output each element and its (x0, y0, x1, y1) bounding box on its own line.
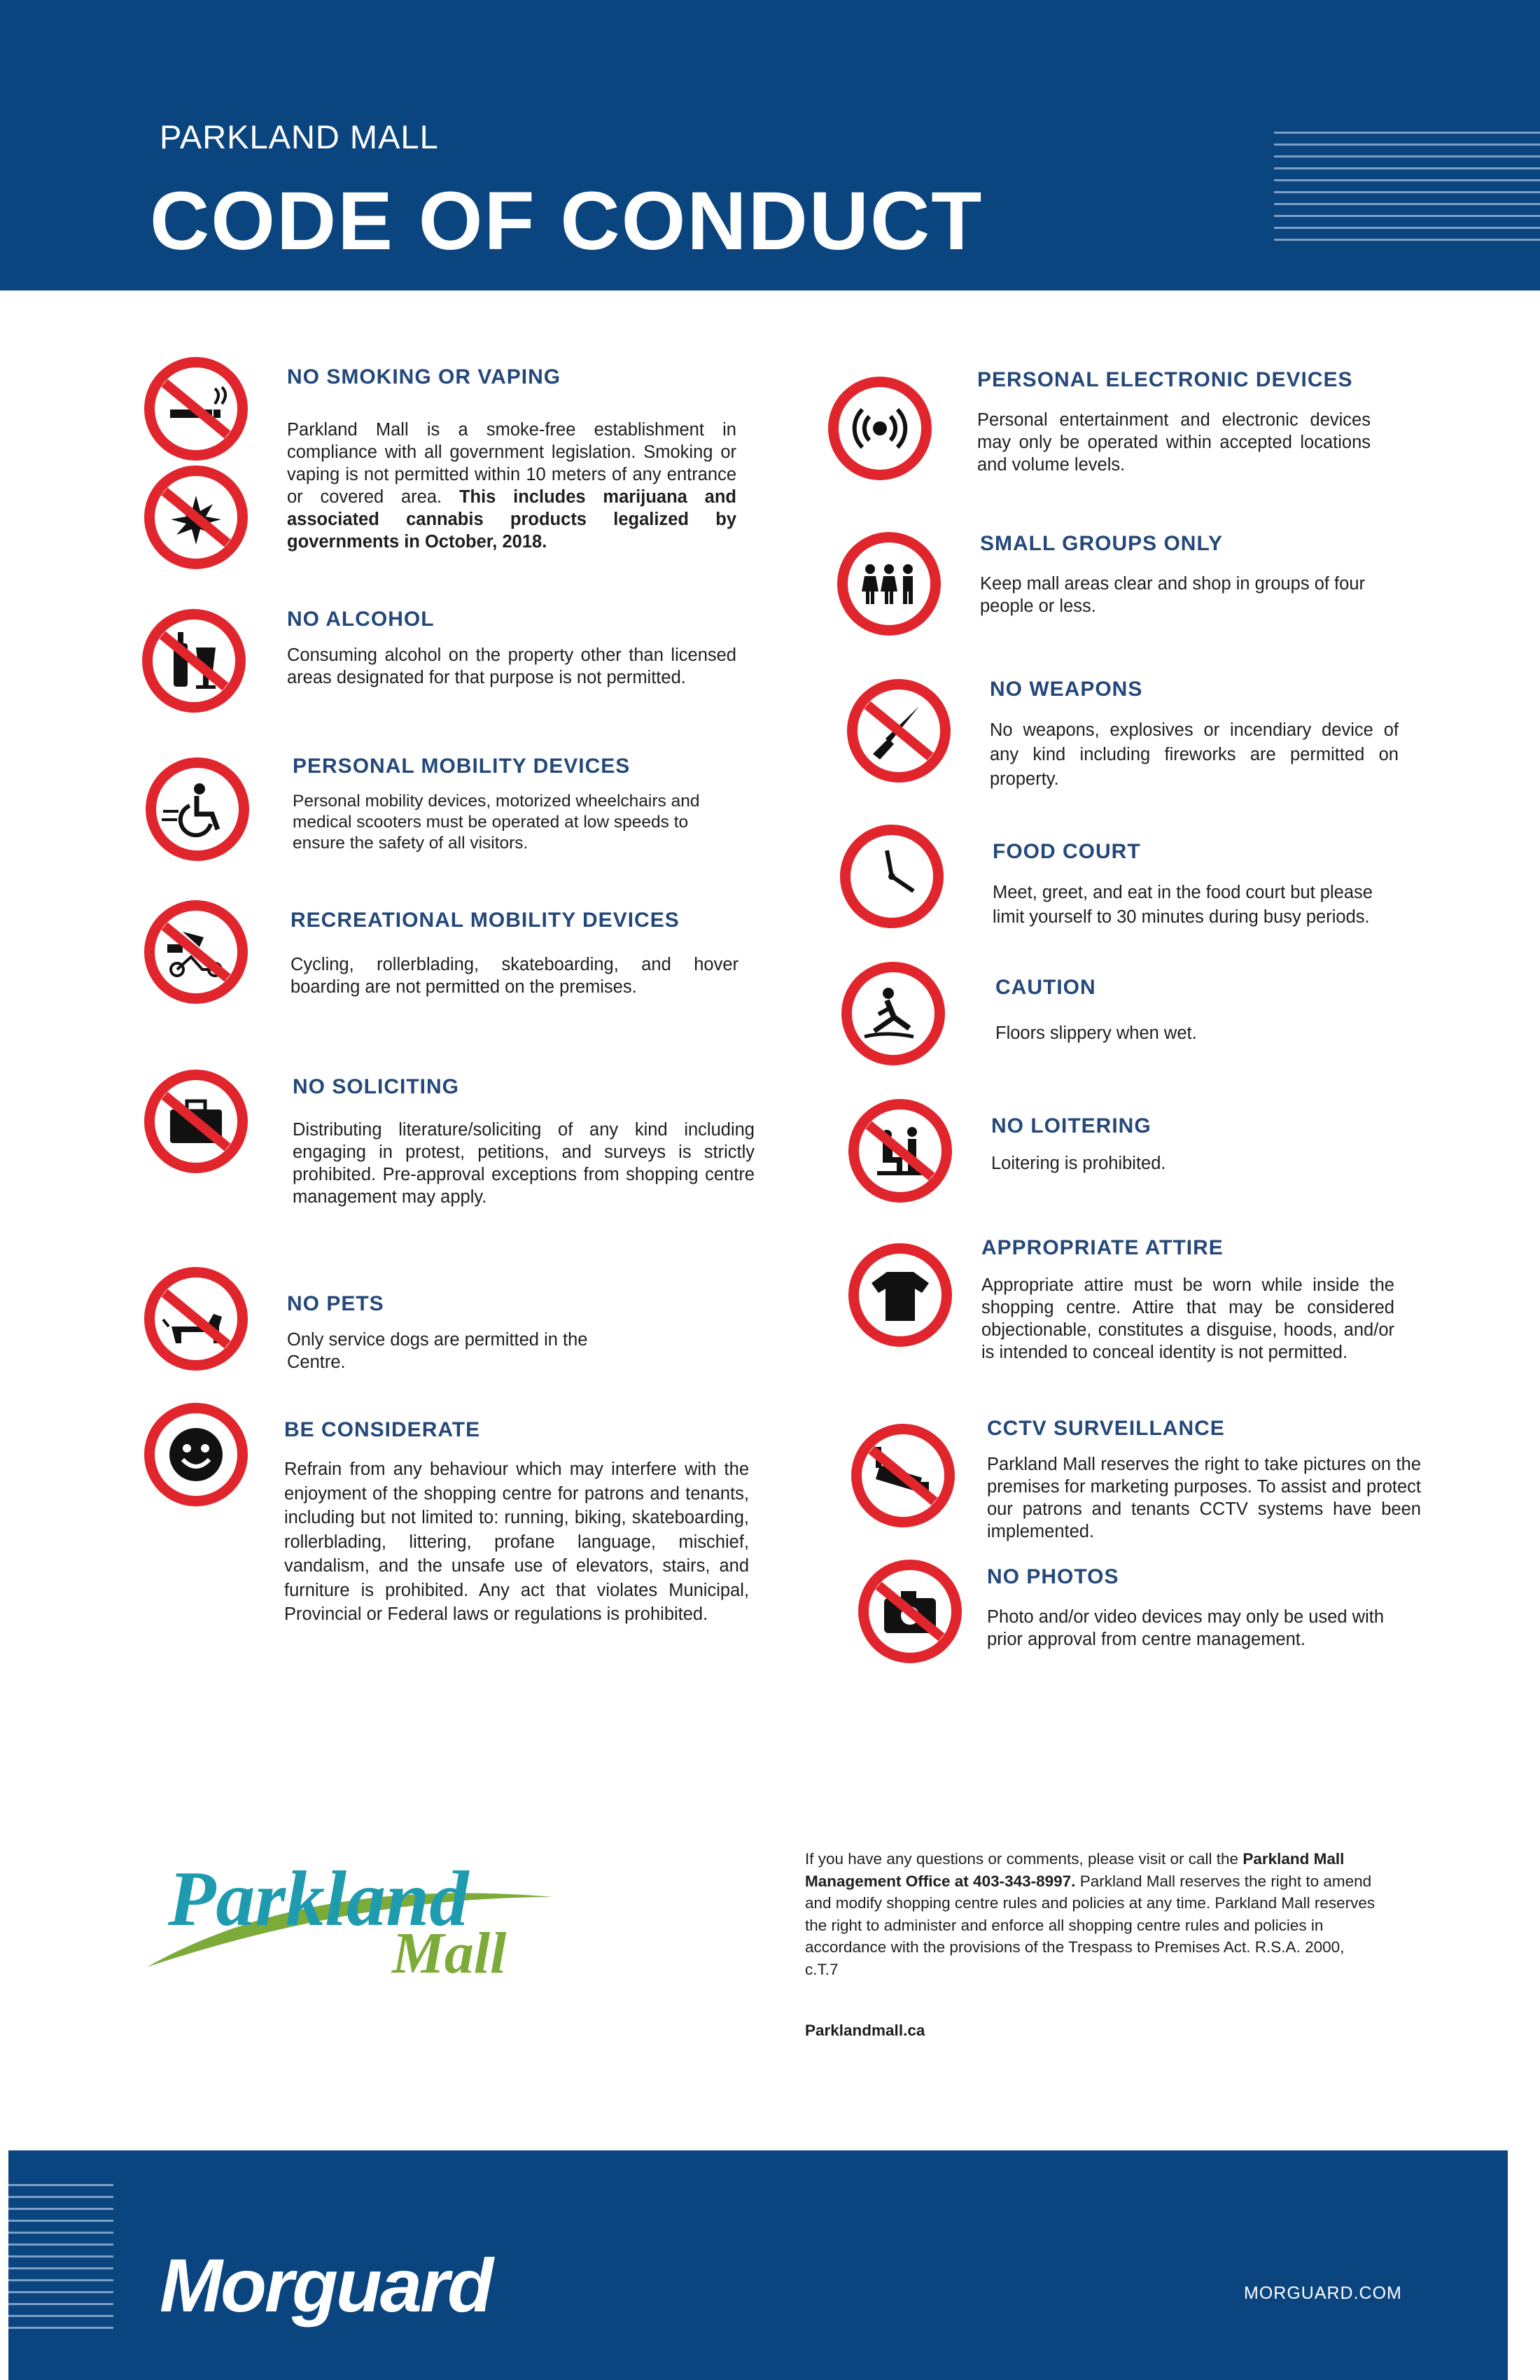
section-no-loitering (991, 1114, 1397, 1175)
small-groups-icon (837, 532, 941, 636)
page-title: CODE OF CONDUCT (150, 175, 983, 267)
section-caution (995, 976, 1401, 1044)
section-text: Photo and/or video devices may only be used with prior approval from centre management. (987, 1607, 1385, 1649)
logo-text-parkland: Parkland (168, 1856, 469, 1942)
section-cctv (987, 1417, 1421, 1543)
no-pets-icon (144, 1267, 248, 1371)
section-text: Parkland Mall is a smoke-free establishment in compliance with all government legislation. Smoking or vaping is not permitted within 10 meters of any entrance or covered area. This includes marijuana and associated cannabis products legalized by governments in October, 2018. (287, 420, 737, 552)
smiley-face-icon (144, 1403, 248, 1506)
section-text: Only service dogs are permitted in the Centre. (287, 1330, 588, 1372)
section-text: Refrain from any behaviour which may interfere with the enjoyment of the shopping centre for patrons and tenants, including but not limited to: running, biking, skateboarding, rollerblading, littering, profane language, mischief, vandalism, and the unsafe use of elevators, stairs, and furniture is prohibited. Any act that violates Municipal, Provincial or Federal laws or regulations is prohibited. (284, 1460, 749, 1624)
no-photos-icon (858, 1560, 962, 1663)
section-no-alcohol (287, 608, 736, 689)
section-appropriate-attire (981, 1236, 1394, 1364)
section-heading: RECREATIONAL MOBILITY DEVICES (290, 909, 680, 932)
header-stripes (1274, 132, 1540, 251)
cctv-camera-icon (851, 1424, 955, 1527)
no-cannabis-icon (144, 465, 248, 569)
section-no-photos (987, 1565, 1407, 1651)
section-heading: APPROPRIATE ATTIRE (981, 1236, 1224, 1259)
website-link[interactable]: Parklandmall.ca (805, 2022, 925, 2039)
section-text: Keep mall areas clear and shop in groups of four people or less. (980, 574, 1365, 616)
section-heading: NO PETS (287, 1292, 384, 1315)
section-text: No weapons, explosives or incendiary device of any kind including fireworks are permitted on property. (990, 720, 1399, 789)
section-text: Parkland Mall reserves the right to take pictures on the premises for marketing purposes. To assist and protect our patrons and tenants CCTV systems have been implemented. (987, 1455, 1421, 1541)
header-banner (0, 0, 1540, 290)
section-heading: FOOD COURT (993, 840, 1141, 863)
section-text: Floors slippery when wet. (995, 1023, 1197, 1043)
no-smoking-icon (144, 357, 248, 461)
section-text: Appropriate attire must be worn while inside the shopping centre. Attire that may be considered objectionable, constitutes a disguise, hoods, and/or is intended to conceal identity is not permitted. (981, 1275, 1394, 1362)
footer-stripes (8, 2184, 113, 2339)
section-heading: PERSONAL ELECTRONIC DEVICES (977, 368, 1353, 391)
section-text: Consuming alcohol on the property other than licensed areas designated for that purpose is not permitted. (287, 645, 736, 687)
section-heading: NO WEAPONS (990, 678, 1143, 701)
section-heading: NO LOITERING (991, 1114, 1152, 1138)
footer-url[interactable]: MORGUARD.COM (1244, 2283, 1402, 2303)
section-no-smoking (287, 365, 736, 553)
section-no-pets (287, 1292, 595, 1373)
section-heading: CCTV SURVEILLANCE (987, 1417, 1225, 1440)
mobility-device-icon (146, 757, 249, 861)
section-heading: PERSONAL MOBILITY DEVICES (293, 755, 631, 778)
logo-text-mall: Mall (392, 1921, 507, 1981)
section-text: Personal entertainment and electronic devices may only be operated within accepted locations and volume levels. (977, 410, 1371, 475)
section-heading: CAUTION (995, 976, 1096, 999)
section-heading: NO PHOTOS (987, 1565, 1119, 1588)
section-personal-mobility (293, 755, 741, 854)
management-office: Parkland Mall Management Office at 403-343-8997. (805, 1850, 1345, 1890)
clock-icon (840, 825, 944, 928)
section-heading: SMALL GROUPS ONLY (980, 532, 1224, 555)
section-be-considerate (284, 1418, 749, 1627)
no-loitering-icon (848, 1099, 952, 1203)
section-electronic-devices (977, 368, 1371, 476)
parkland-mall-logo (133, 1848, 581, 1981)
no-alcohol-icon (142, 609, 246, 713)
section-food-court (993, 840, 1406, 930)
section-no-soliciting (293, 1075, 755, 1208)
footer-banner (8, 2150, 1508, 2380)
mall-name: PARKLAND MALL (160, 118, 439, 155)
section-heading: NO ALCOHOL (287, 608, 435, 631)
no-weapons-icon (847, 679, 951, 783)
section-text: Meet, greet, and eat in the food court but please limit yourself to 30 minutes during busy periods. (993, 883, 1373, 927)
section-no-weapons (990, 678, 1399, 792)
morguard-logo: Morguard (160, 2243, 491, 2328)
section-text: Loitering is prohibited. (991, 1154, 1166, 1173)
section-heading: NO SMOKING OR VAPING (287, 365, 561, 388)
slippery-floor-icon (841, 962, 945, 1065)
electronic-devices-icon (828, 377, 932, 480)
section-recreational-mobility (290, 909, 738, 998)
no-soliciting-icon (144, 1070, 248, 1173)
shirt-icon (848, 1243, 952, 1347)
section-text: Distributing literature/soliciting of any kind including engaging in protest, petitions, and surveys is strictly prohibited. Pre-approval exceptions from shopping centre management may apply. (293, 1120, 755, 1207)
section-text: Cycling, rollerblading, skateboarding, and hover boarding are not permitted on the premises. (290, 955, 738, 997)
no-recreational-devices-icon (144, 900, 248, 1004)
section-heading: BE CONSIDERATE (284, 1418, 481, 1441)
contact-info: If you have any questions or comments, please visit or call the Parkland Mall Management Office at 403-343-8997. Parkland Mall reserves the right to amend and modify shopping centre rules and policies at any time. Parkland Mall reserves the right to administer and enforce all shopping centre rules and policies in accordance with the provisions of the Trespass to Premises Act. R.S.A. 2000, c.T.7 (805, 1850, 1376, 1978)
cannabis-note: This includes marijuana and associated cannabis products legalized by governments in October, 2018. (287, 487, 737, 552)
section-heading: NO SOLICITING (293, 1075, 459, 1098)
section-small-groups (980, 532, 1400, 617)
section-text: Personal mobility devices, motorized wheelchairs and medical scooters must be operated at low speeds to ensure the safety of all visitors. (293, 792, 700, 853)
logo-swoosh (133, 1848, 581, 1981)
